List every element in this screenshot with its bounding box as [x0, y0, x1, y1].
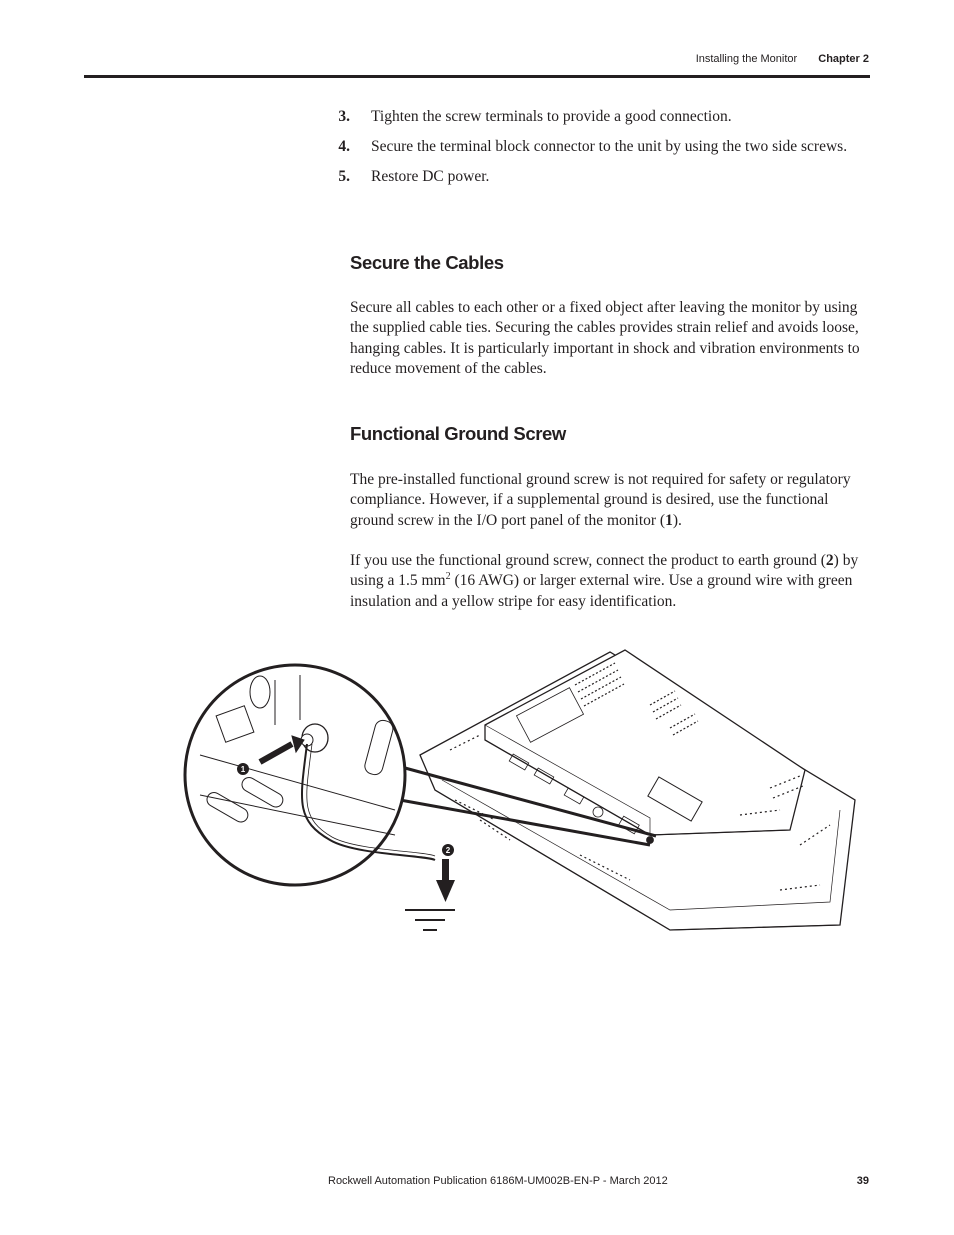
callout-1-label: 1 — [240, 765, 246, 774]
callout-2-label: 2 — [445, 846, 451, 855]
ground-screw-icon — [301, 724, 328, 752]
step-item — [338, 107, 870, 127]
step-number: 4. — [338, 138, 350, 155]
paragraph-ground-screw-connect — [350, 551, 870, 612]
earth-ground-icon — [405, 855, 455, 930]
page-number: 39 — [856, 1175, 869, 1187]
text-run: ) by using a 1.5 mm — [350, 552, 859, 590]
step-item — [338, 137, 870, 157]
callout-1-icon — [237, 763, 249, 775]
header-chapter: Chapter 2 — [818, 53, 869, 65]
step-item — [338, 167, 870, 187]
callout-reference: 2 — [825, 552, 834, 569]
running-header — [696, 53, 869, 65]
text-run: (16 AWG) or larger external wire. Use a ground wire with green insulation and a yellow stripe for easy identification. — [350, 572, 853, 610]
step-text: Restore DC power. — [371, 168, 490, 185]
step-number: 5. — [338, 168, 350, 185]
footer-publication: Rockwell Automation Publication 6186M-UM002B-EN-P - March 2012 — [328, 1175, 668, 1187]
paragraph-ground-screw-intro — [350, 470, 870, 531]
text-run: ). — [672, 511, 682, 529]
callout-reference: 1 — [665, 511, 673, 529]
step-text: Tighten the screw terminals to provide a good connection. — [371, 108, 732, 125]
text-run: The pre-installed functional ground screw is not required for safety or regulatory compliance. However, if a supplemental ground is desired, use the functional ground screw in the I/O port panel of the monitor ( — [350, 471, 851, 529]
header-section-title: Installing the Monitor — [695, 53, 798, 65]
header-rule — [84, 75, 870, 78]
step-number: 3. — [338, 108, 350, 125]
heading-secure-cables: Secure the Cables — [350, 252, 504, 273]
step-list — [338, 107, 870, 197]
text-run: If you use the functional ground screw, connect the product to earth ground ( — [350, 552, 826, 569]
step-text: Secure the terminal block connector to the unit by using the two side screws. — [371, 138, 848, 155]
heading-functional-ground-screw: Functional Ground Screw — [350, 423, 566, 444]
paragraph-secure-cables: Secure all cables to each other or a fixed object after leaving the monitor by using the supplied cable ties. Securing the cables provides strain relief and avoids loose, hanging cables. It is particularly important in shock and vibration environments to reduce movement of the cables. — [350, 299, 860, 377]
callout-2-icon — [442, 844, 454, 856]
ground-screw-figure — [180, 640, 860, 940]
superscript: 2 — [445, 571, 451, 583]
